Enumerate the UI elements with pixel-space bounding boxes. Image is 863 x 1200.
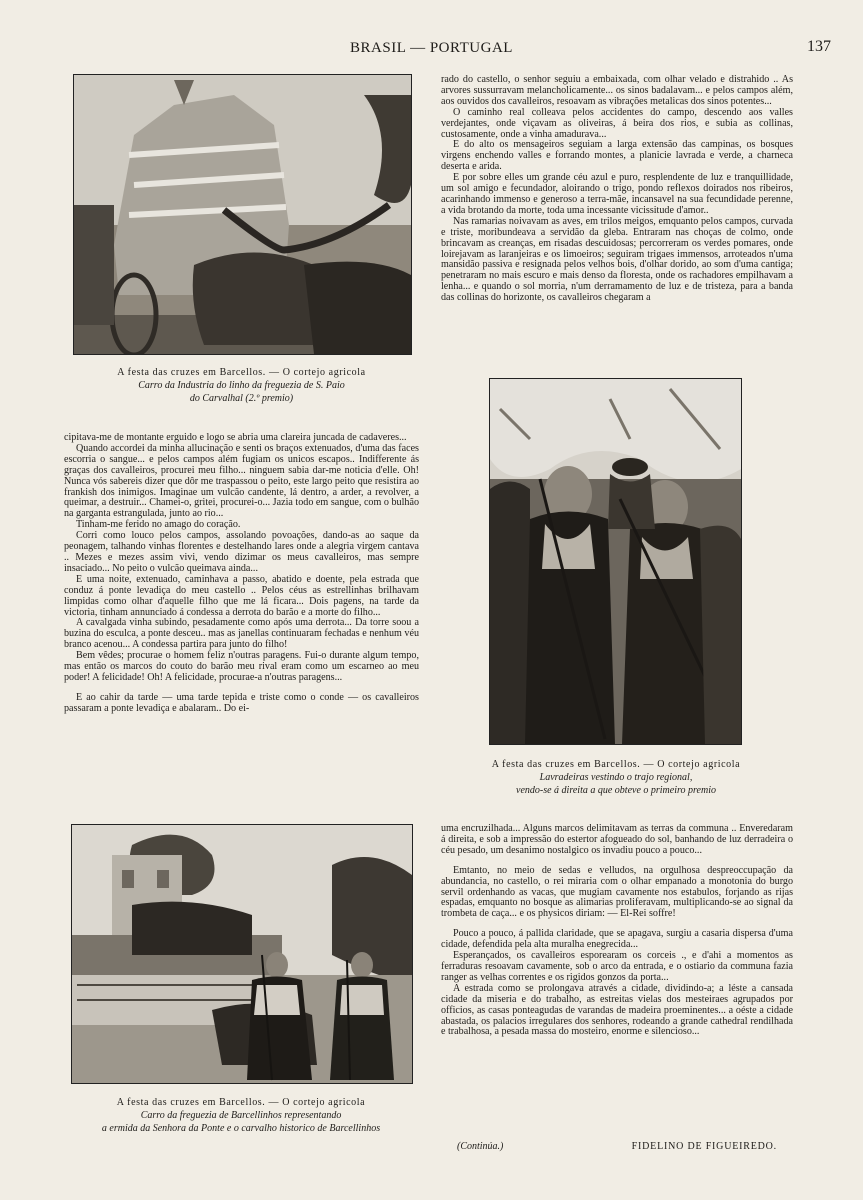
- photo-barcellinhos-float: [71, 824, 413, 1084]
- paragraph: A estrada como se prolongava através a cidade, dividindo-a; a léste a cansada cidade da miseria e do trabalho, as estreitas vielas dos mesteiraes agrupados por officios, as casas ponteagudas de varandas de madeira proeminentes... a oéste a cidade abastada, os palacios irregulares dos senhores, rodeando a grande cathedral rendilhada e trabalhosa, a pesada massa do mosteiro, enorme e silencioso...: [441, 982, 793, 1038]
- paragraph: Bem vêdes; procurae o homem feliz n'outras paragens. Fui-o durante algum tempo, mas então os marcos do couto do barão meu rival eram como um escarneo ao meu poder! A felicidade! Oh! A felicidade, procurae-a n'outras paragens...: [64, 650, 419, 683]
- paragraph: Pouco a pouco, á pallida claridade, que se apagava, surgiu a casaria dispersa d'uma cidade, defendida pela alta muralha enegrecida...: [441, 928, 793, 951]
- caption-subtitle: vendo-se á direita a que obteve o primeiro premio: [516, 785, 716, 796]
- paragraph: E por sobre elles um grande céu azul e puro, resplendente de luz e tranquillidade, um sol amigo e fecundador, aloirando o trigo, pondo reflexos doirados nos ribeiros, acarinhando immenso e generoso a terra-mãe, incansavel na sua fecundidade perenne, a vida brotando da morte, toda uma incessante vicissitude d'amor..: [441, 172, 793, 216]
- article-column-top-right: [441, 75, 793, 304]
- running-header: BRASIL — PORTUGAL: [350, 40, 513, 56]
- paragraph: uma encruzilhada... Alguns marcos delimitavam as terras da communa .. Enveredaram á direita, e sob a impressão do estertor afogueado do sol, banhando de luz derradeira o céu pesado, um desanimo nostalgico os invadiu pouco a pouco...: [441, 823, 793, 856]
- caption-title: A festa das cruzes em Barcellos. — O cortejo agricola: [117, 367, 366, 378]
- caption-subtitle: Lavradeiras vestindo o trajo regional,: [539, 772, 693, 783]
- caption-title: A festa das cruzes em Barcellos. — O cortejo agricola: [491, 759, 741, 770]
- paragraph: A cavalgada vinha subindo, pesadamente como após uma derrota... Da torre soou a buzina do esculca, a ponte desceu.. mas as janellas continuaram fechadas e nenhum véu branco acenou... A condessa partira para junto do filho!: [64, 617, 419, 651]
- paragraph: Corri como louco pelos campos, assolando povoações, dando-as ao saque da peonagem, talhando vinhas florentes e destelhando lares onde a alegria virgem cantava .. Mezes e mezes assim vivi, vendo dizimar os meus cavalleiros, mas sempre insaciado... No peito o vulcão queimava ainda...: [64, 530, 419, 574]
- paragraph: Tinham-me ferido no amago do coração.: [76, 519, 241, 531]
- paragraph: Emtanto, no meio de sedas e velludos, na orgulhosa despreoccupação da abundancia, no castello, o rei miraria com o olhar empanado a monotonia do burgo servil ordenhando as vacas, que mugiam cavamente nos estabulos, forjando as rijas espadas, emquanto no bosque as alimarias proliferavam, multiplicando-se ao signal da trombeta de caça... e os physicos diriam: — El-Rei soffre!: [441, 864, 793, 920]
- article-column-bottom-right: [441, 824, 793, 1038]
- author-name: FIDELINO DE FIGUEIREDO.: [631, 1141, 777, 1152]
- caption-subtitle: do Carvalhal (2.º premio): [189, 393, 294, 404]
- photo-caption-2: [456, 758, 776, 797]
- paragraph: Quando accordei da minha allucinação e senti os braços extenuados, d'uma das faces escorria o sangue... e pelos campos além fugiam os unicos escapos.. Indifferente ás graças dos cavalleiros, procurei meu filho... ninguem sabia dar-me noticia d'elle. Oh! Nunca vós sabereis dizer que dôr me traspassou o peito, este largo peito que resistira ao frankish dos inimigos. Imaginae um vulcão candente, lá dentro, a arder, a revolver, a queimar, a destruir... Chamei-o, gritei, procurei-o... Jazia todo em sangue, com o bulhão na garganta estrangulada, junto ao rio...: [64, 442, 419, 520]
- page-number: 137: [807, 38, 831, 55]
- photo-caption-3: [60, 1096, 422, 1135]
- photo-linen-industry-cart: [73, 74, 412, 355]
- paragraph: O caminho real colleava pelos accidentes do campo, descendo aos valles verdejantes, onde viçavam as oliveiras, á beira dos rios, e subia as collinas, custosamente, onde a vinha amadurava...: [441, 106, 793, 140]
- paragraph: Nas ramarias noivavam as aves, em trilos meigos, emquanto pelos campos, curvada e triste, moribundeava a servidão da gleba. Entraram nas choças de colmo, onde brincavam as creanças, em risadas descuidosas; percorreram os verdes pomares, onde loirejavam as laranjeiras e os limoeiros; seguiram trigaes immensos, arroteados n'uma mansidão passiva e resignada pelos velhos bois, d'olhar dorido, ao som d'uma cantiga; penetraram no mais escuro e mais denso da floresta, onde os rachadores empilhavam a lenha... e quando o sol morria, n'um derramamento de luz e de tristeza, para a banda das collinas do horizonte, os cavalleiros chegaram a: [441, 215, 793, 304]
- continued-note: (Continúa.): [457, 1141, 504, 1152]
- paragraph: E ao cahir da tarde — uma tarde tepida e triste como o conde — os cavalleiros passaram a ponte levadiça e abalaram.. Do ei-: [64, 691, 419, 714]
- paragraph: E do alto os mensageiros seguiam a larga extensão das campinas, os bosques virgens enchendo valles e forrando montes, a planicie lavrada e verde, a charneca deserta e arida.: [441, 139, 793, 173]
- photo-lavradeiras-regional-costume: [489, 378, 742, 745]
- paragraph: Esperançados, os cavalleiros esporearam os corceis ., e d'ahi a momentos as ferraduras resoavam cavamente, sob o arco da entrada, e o ostiario da communa fazia ranger as velhas correntes e os rigidos gonzos da porta...: [441, 950, 793, 983]
- paragraph: cipitava-me de montante erguido e logo se abria uma clareira juncada de cadaveres...: [64, 432, 407, 443]
- paragraph: E uma noite, extenuado, caminhava a passo, abatido e doente, pela estrada que conduz á ponte levadiça do meu castello .. Pelos céus as estrellinhas brilhavam limpidas como olhar d'aquelle filho que me lá ficara... Dois pagens, na tarde da victoria, tinham annunciado á condessa a derrota do barão e a morte do filho...: [64, 573, 419, 618]
- caption-subtitle: a ermida da Senhora da Ponte e o carvalho historico de Barcellinhos: [101, 1123, 381, 1134]
- article-column-middle-left: [64, 433, 419, 715]
- caption-subtitle: Carro da Industria do linho da freguezia de S. Paio: [138, 380, 345, 391]
- caption-subtitle: Carro da freguezia de Barcellinhos representando: [140, 1110, 342, 1121]
- paragraph: rado do castello, o senhor seguiu a embaixada, com olhar velado e distrahido .. As arvores sussurravam melancholicamente... os sinos badalavam... e pelos campos além, aos ouvidos dos cavalleiros, resoavam as vibrações metalicas dos sinos potentes...: [441, 74, 793, 107]
- caption-title: A festa das cruzes em Barcellos. — O cortejo agricola: [116, 1097, 366, 1108]
- photo-caption-1: [73, 366, 410, 405]
